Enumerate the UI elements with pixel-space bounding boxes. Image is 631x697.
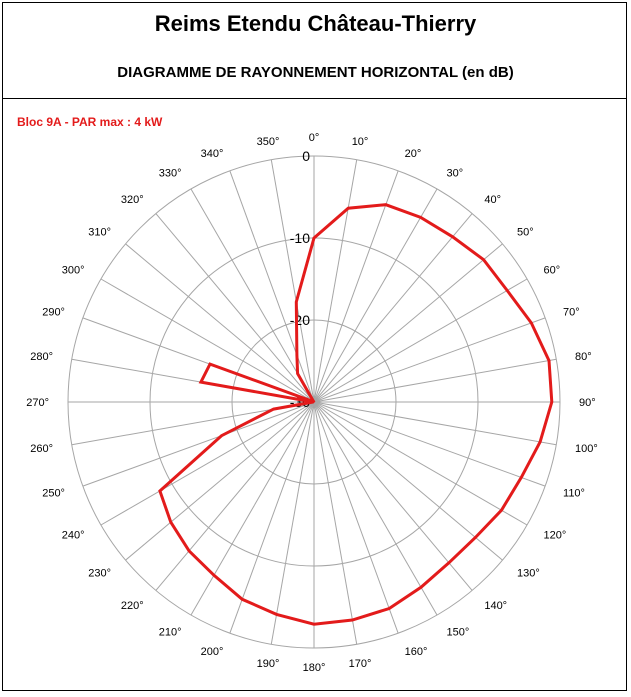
angle-tick-label: 80° [574, 350, 592, 363]
series-point [506, 290, 508, 292]
angle-tick-label: 150° [446, 626, 470, 639]
angle-tick-label: 240° [61, 529, 85, 542]
series-point [388, 608, 390, 610]
series-line [160, 205, 552, 625]
series-point [313, 237, 315, 239]
radial-tick-label: -30 [289, 394, 310, 410]
angle-tick-label: 120° [543, 529, 567, 542]
series-point [273, 408, 275, 410]
series-point [347, 207, 349, 209]
series-point [501, 509, 503, 511]
series-point [170, 521, 172, 523]
angle-tick-label: 40° [484, 193, 501, 206]
angle-tick-label: 250° [42, 487, 65, 500]
angle-tick-label: 340° [200, 147, 224, 160]
angle-tick-label: 0° [308, 132, 320, 144]
angle-tick-label: 10° [351, 136, 369, 149]
angle-tick-label: 270° [26, 397, 49, 409]
angle-tick-label: 110° [563, 487, 585, 500]
angle-tick-label: 20° [404, 147, 422, 160]
series-label: Bloc 9A - PAR max : 4 kW [17, 115, 163, 129]
angle-tick-label: 280° [30, 350, 54, 363]
series-point [448, 562, 450, 564]
series-point [548, 360, 550, 362]
radial-tick-label: -20 [289, 312, 310, 328]
series-point [313, 623, 315, 625]
series-point [200, 381, 202, 383]
series-point [313, 401, 315, 403]
angle-tick-label: 310° [88, 226, 111, 239]
angle-tick-label: 200° [200, 646, 224, 659]
angle-tick-label: 90° [579, 397, 596, 409]
angle-tick-label: 60° [543, 264, 561, 277]
series-point [297, 373, 299, 375]
angle-tick-label: 290° [42, 306, 65, 319]
chart-title: Reims Etendu Château-Thierry [154, 11, 477, 36]
series-point [296, 354, 298, 356]
radial-tick-label: 0 [302, 148, 310, 164]
series-point [520, 477, 522, 479]
angle-tick-label: 160° [404, 646, 428, 659]
series-point [213, 574, 215, 576]
angle-tick-label: 30° [446, 167, 464, 180]
angle-tick-label: 350° [256, 136, 280, 149]
series-point [296, 301, 298, 303]
angle-tick-label: 260° [30, 443, 54, 456]
angle-tick-label: 220° [120, 600, 144, 613]
series-point [483, 259, 485, 261]
series-point [241, 598, 243, 600]
angle-tick-label: 100° [574, 443, 598, 456]
angle-tick-label: 330° [158, 167, 182, 180]
angle-tick-label: 170° [348, 657, 372, 670]
series-point [551, 401, 553, 403]
series-point [539, 441, 541, 443]
angle-tick-label: 70° [563, 306, 580, 319]
angle-tick-label: 210° [158, 626, 182, 639]
radial-tick-label: -10 [289, 230, 310, 246]
series-point [276, 614, 278, 616]
series-point [159, 490, 161, 492]
angle-tick-label: 300° [61, 264, 85, 277]
series-point [221, 435, 223, 437]
angle-tick-label: 320° [120, 193, 144, 206]
series-point [475, 537, 477, 539]
series-point [420, 217, 422, 219]
angle-tick-label: 140° [484, 600, 508, 613]
series-point [420, 587, 422, 589]
angle-tick-label: 230° [88, 567, 111, 580]
series-point [188, 550, 190, 552]
angle-tick-label: 130° [517, 567, 540, 580]
series-point [385, 204, 387, 206]
angle-tick-label: 180° [302, 662, 326, 674]
chart-subtitle: DIAGRAMME DE RAYONNEMENT HORIZONTAL (en dB) [117, 64, 514, 81]
series-point [209, 363, 211, 365]
angle-tick-label: 50° [517, 226, 534, 239]
series-point [352, 619, 354, 621]
angle-tick-label: 190° [256, 657, 280, 670]
series-point [530, 322, 532, 324]
series-point [452, 236, 454, 238]
